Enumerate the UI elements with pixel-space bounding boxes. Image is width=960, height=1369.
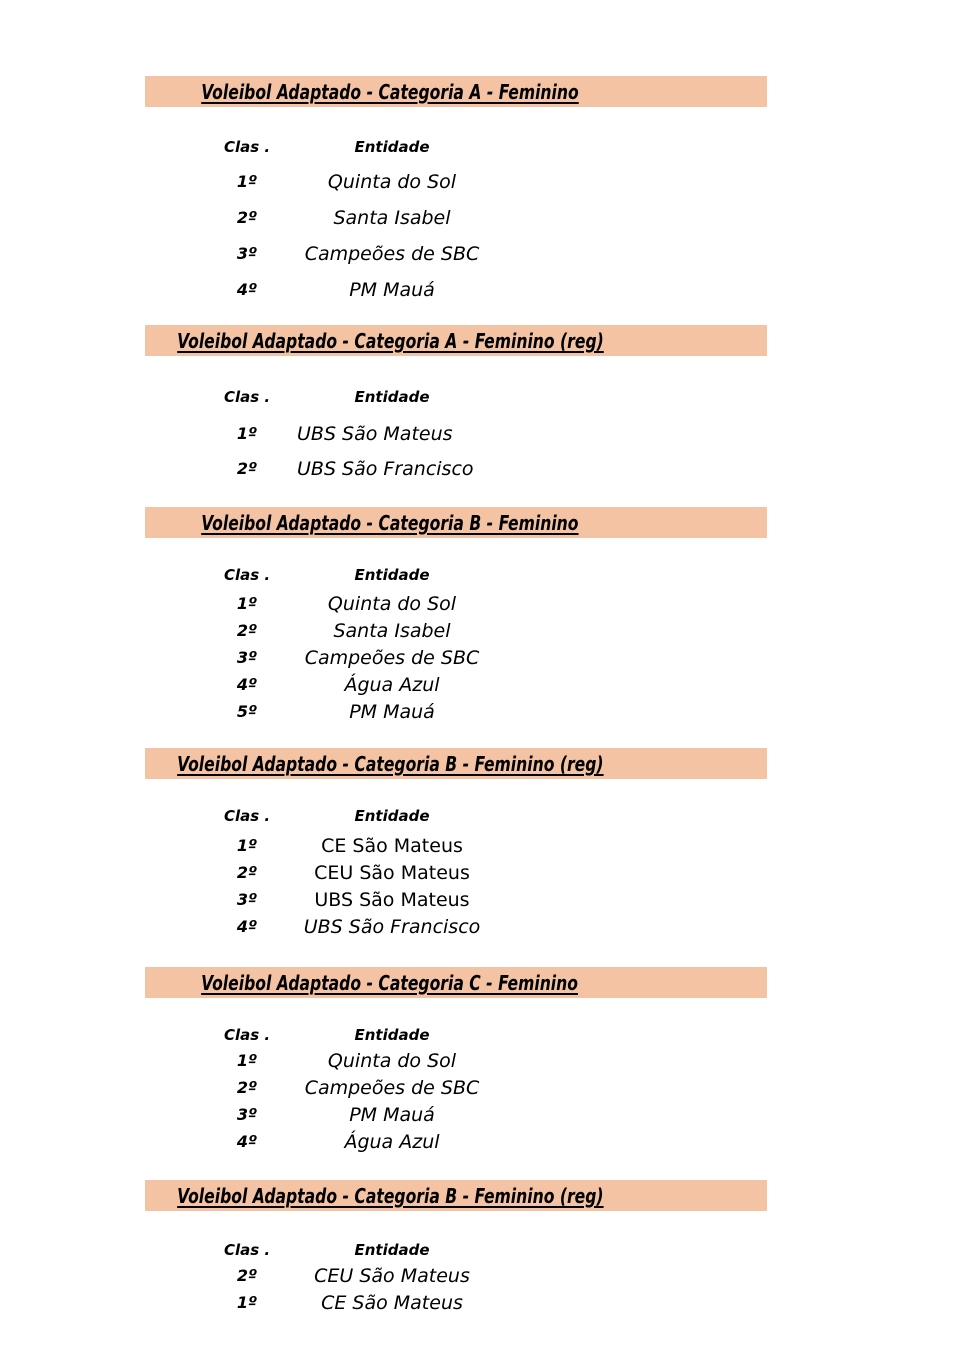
rank-cell: 3º — [236, 890, 258, 909]
entity-cell: Campeões de SBC — [304, 1077, 480, 1099]
rank-cell: 3º — [236, 1105, 258, 1124]
column-header-entidade: Entidade — [354, 138, 430, 156]
table-rows — [145, 1266, 767, 1320]
entity-cell: Água Azul — [344, 1131, 440, 1153]
entity-cell: Quinta do Sol — [327, 171, 457, 193]
section-categoria-b-feminino — [145, 507, 767, 729]
table-row — [145, 1051, 767, 1078]
table-row — [145, 459, 767, 494]
table-row — [145, 863, 767, 890]
rank-cell: 2º — [236, 459, 258, 478]
section-title: Voleibol Adaptado - Categoria B - Feminino (reg) — [176, 751, 604, 776]
entity-cell: CEU São Mateus — [314, 1265, 470, 1287]
entity-cell: Quinta do Sol — [327, 1050, 457, 1072]
column-header-entidade: Entidade — [354, 388, 430, 406]
rank-cell: 1º — [236, 172, 258, 191]
section-categoria-a-feminino-reg — [145, 325, 767, 494]
table-row — [145, 1266, 767, 1293]
rank-cell: 3º — [236, 244, 258, 263]
table-header-row — [145, 808, 767, 824]
entity-cell: CE São Mateus — [321, 1292, 463, 1314]
table-header-row — [145, 1242, 767, 1258]
entity-cell: Campeões de SBC — [304, 647, 480, 669]
table-header-row — [145, 389, 767, 405]
entity-cell: UBS São Mateus — [314, 889, 470, 911]
section-header-bar — [145, 748, 767, 779]
section-categoria-c-feminino — [145, 967, 767, 1159]
entity-cell: Santa Isabel — [333, 207, 451, 229]
rank-cell: 2º — [236, 621, 258, 640]
table-rows — [145, 1051, 767, 1159]
entity-cell: UBS São Mateus — [297, 423, 453, 445]
column-header-clas: Clas . — [223, 1241, 271, 1259]
rank-cell: 2º — [236, 863, 258, 882]
table-row — [145, 675, 767, 702]
section-header-bar — [145, 1180, 767, 1211]
column-header-entidade: Entidade — [354, 807, 430, 825]
table-row — [145, 702, 767, 729]
rank-cell: 4º — [236, 1132, 258, 1151]
section-header-bar — [145, 76, 767, 107]
section-header-bar — [145, 507, 767, 538]
table-row — [145, 244, 767, 280]
table-header-row — [145, 567, 767, 583]
table-row — [145, 890, 767, 917]
table-row — [145, 836, 767, 863]
rank-cell: 1º — [236, 836, 258, 855]
section-title: Voleibol Adaptado - Categoria C - Feminino — [201, 970, 579, 995]
rank-cell: 5º — [236, 702, 258, 721]
rank-cell: 2º — [236, 208, 258, 227]
entity-cell: UBS São Francisco — [297, 458, 474, 480]
rank-cell: 4º — [236, 280, 258, 299]
table-header-row — [145, 139, 767, 155]
section-title: Voleibol Adaptado - Categoria B - Feminino — [201, 510, 579, 535]
table-rows — [145, 594, 767, 729]
rank-cell: 2º — [236, 1078, 258, 1097]
entity-cell: PM Mauá — [349, 1104, 435, 1126]
rank-cell: 1º — [236, 594, 258, 613]
column-header-clas: Clas . — [223, 566, 271, 584]
section-categoria-b-feminino-reg — [145, 748, 767, 944]
entity-cell: PM Mauá — [349, 279, 435, 301]
rank-cell: 2º — [236, 1266, 258, 1285]
table-row — [145, 172, 767, 208]
column-header-entidade: Entidade — [354, 566, 430, 584]
table-row — [145, 424, 767, 459]
column-header-entidade: Entidade — [354, 1026, 430, 1044]
section-title: Voleibol Adaptado - Categoria B - Feminino (reg) — [176, 1183, 604, 1208]
entity-cell: Santa Isabel — [333, 620, 451, 642]
column-header-clas: Clas . — [223, 807, 271, 825]
column-header-clas: Clas . — [223, 388, 271, 406]
table-rows — [145, 836, 767, 944]
entity-cell: CE São Mateus — [321, 835, 463, 857]
rank-cell: 3º — [236, 648, 258, 667]
table-row — [145, 1132, 767, 1159]
table-row — [145, 621, 767, 648]
table-row — [145, 1078, 767, 1105]
table-row — [145, 208, 767, 244]
column-header-clas: Clas . — [223, 1026, 271, 1044]
column-header-clas: Clas . — [223, 138, 271, 156]
table-row — [145, 917, 767, 944]
entity-cell: PM Mauá — [349, 701, 435, 723]
table-header-row — [145, 1027, 767, 1043]
entity-cell: CEU São Mateus — [314, 862, 470, 884]
rank-cell: 1º — [236, 1051, 258, 1070]
rank-cell: 1º — [236, 424, 258, 443]
table-row — [145, 594, 767, 621]
rank-cell: 4º — [236, 917, 258, 936]
section-title: Voleibol Adaptado - Categoria A - Feminino (reg) — [176, 328, 604, 353]
rank-cell: 4º — [236, 675, 258, 694]
entity-cell: Quinta do Sol — [327, 593, 457, 615]
table-row — [145, 1293, 767, 1320]
table-rows — [145, 172, 767, 316]
entity-cell: Campeões de SBC — [304, 243, 480, 265]
table-row — [145, 280, 767, 316]
column-header-entidade: Entidade — [354, 1241, 430, 1259]
section-categoria-b-feminino-reg-2 — [145, 1180, 767, 1320]
section-header-bar — [145, 325, 767, 356]
section-header-bar — [145, 967, 767, 998]
entity-cell: UBS São Francisco — [303, 916, 481, 938]
section-categoria-a-feminino — [145, 76, 767, 316]
table-row — [145, 648, 767, 675]
entity-cell: Água Azul — [344, 674, 440, 696]
rank-cell: 1º — [236, 1293, 258, 1312]
section-title: Voleibol Adaptado - Categoria A - Feminino — [201, 79, 579, 104]
table-rows — [145, 424, 767, 494]
table-row — [145, 1105, 767, 1132]
